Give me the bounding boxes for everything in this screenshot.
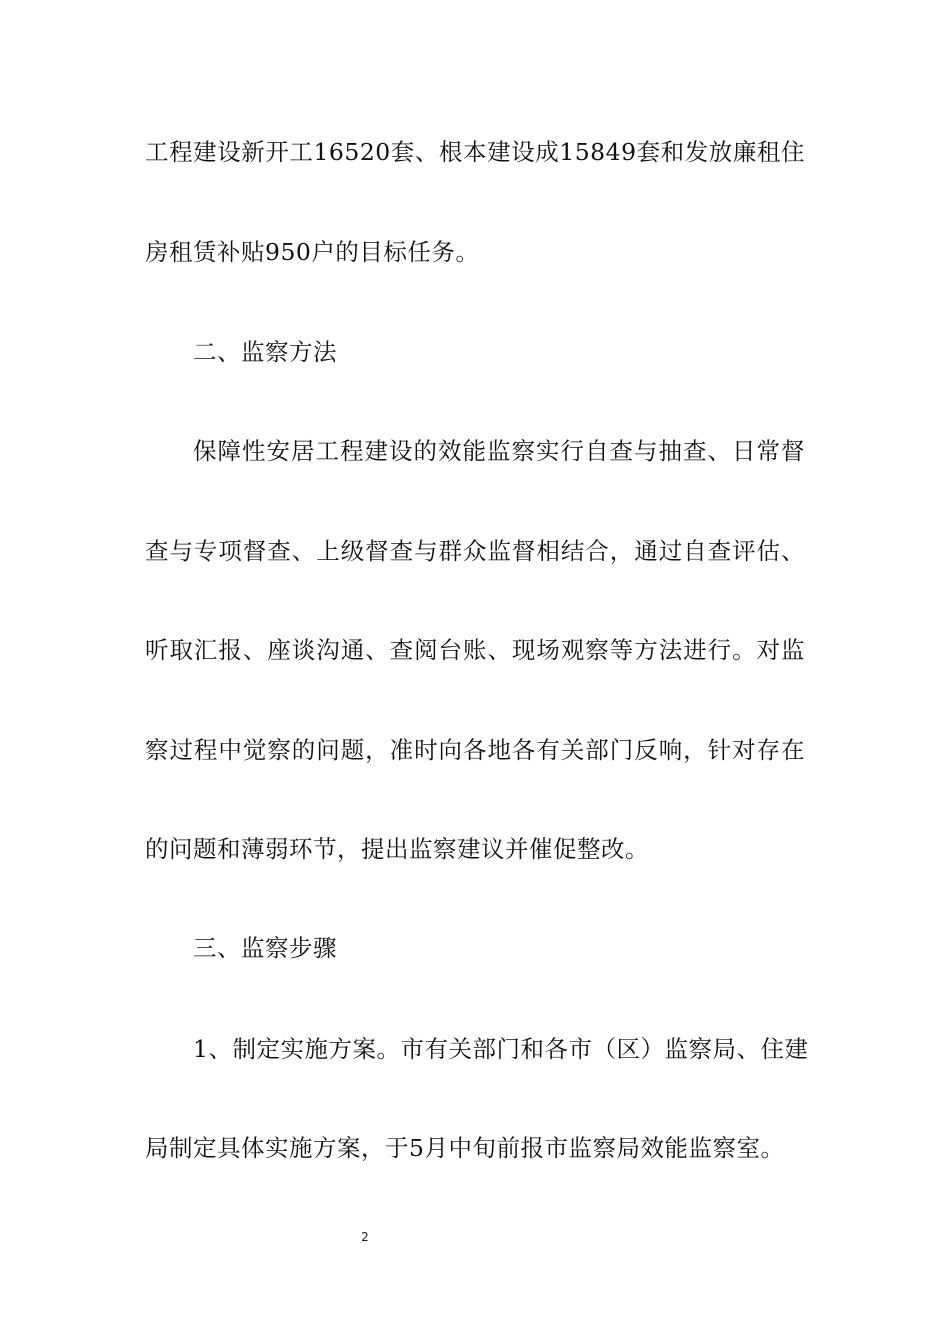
section-heading-methods: 二、监察方法 [193, 338, 337, 366]
paragraph-line: 听取汇报、座谈沟通、查阅台账、现场观察等方法进行。对监 [145, 636, 805, 664]
page-number: 2 [361, 1230, 369, 1244]
paragraph-line: 的问题和薄弱环节，提出监察建议并催促整改。 [145, 835, 649, 863]
paragraph-line: 工程建设新开工16520套、根本建设成15849套和发放廉租住 [145, 138, 805, 166]
paragraph-line: 察过程中觉察的问题，准时向各地各有关部门反响，针对存在 [145, 736, 805, 764]
paragraph-line: 房租赁补贴950户的目标任务。 [145, 238, 480, 266]
paragraph-line: 1、制定实施方案。市有关部门和各市（区）监察局、住建 [193, 1035, 809, 1063]
section-heading-steps: 三、监察步骤 [193, 934, 337, 962]
paragraph-line: 保障性安居工程建设的效能监察实行自查与抽查、日常督 [193, 437, 805, 465]
paragraph-line: 局制定具体实施方案，于5月中旬前报市监察局效能监察室。 [145, 1134, 785, 1162]
paragraph-line: 查与专项督查、上级督查与群众监督相结合，通过自查评估、 [145, 537, 805, 565]
